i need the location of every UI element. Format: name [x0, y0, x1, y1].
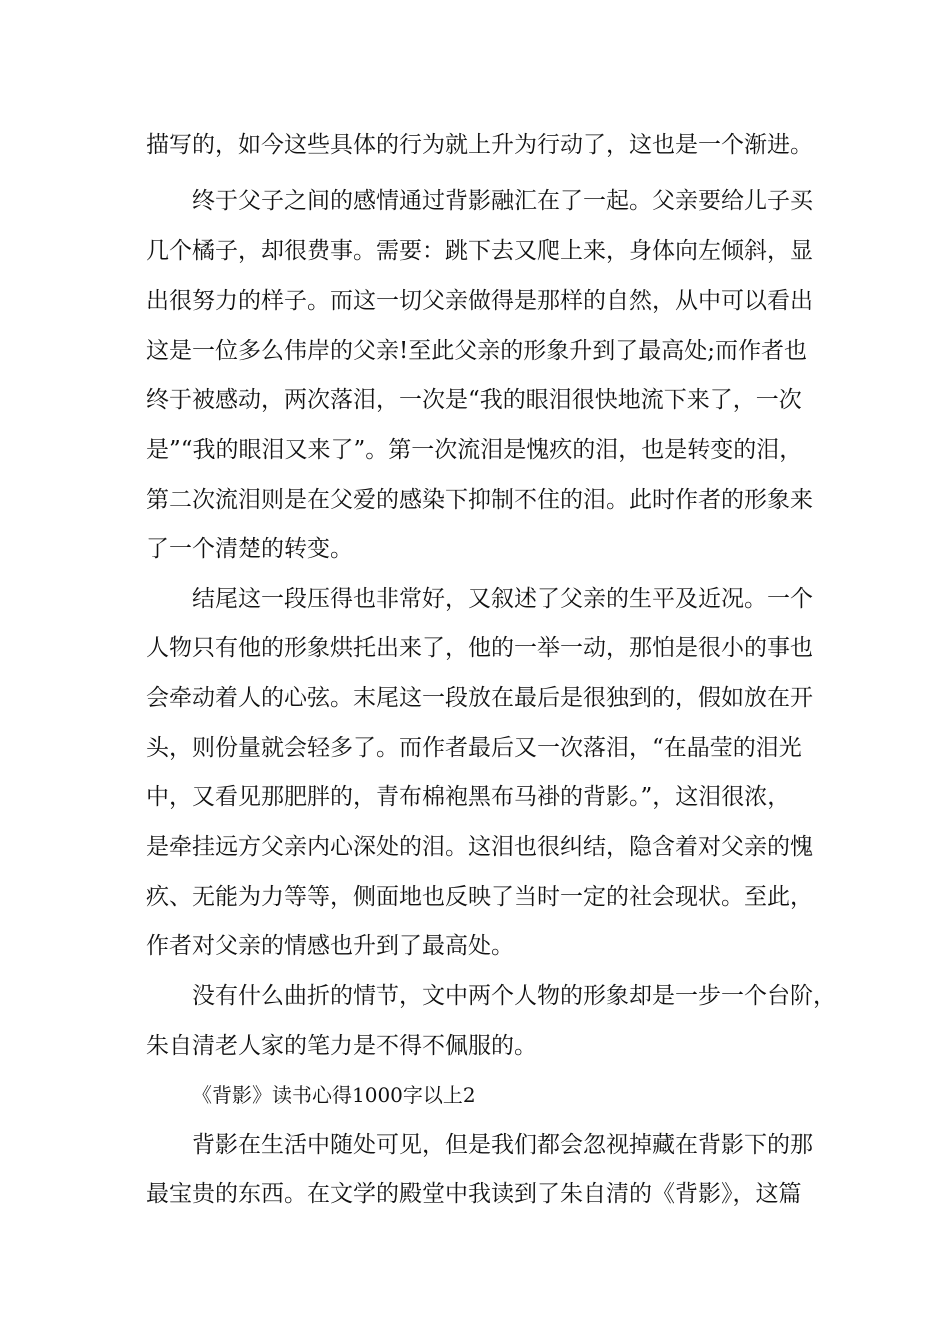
section-heading: 《背影》读书心得1000字以上2 — [192, 1083, 476, 1107]
text-line: 作者对父亲的情感也升到了最高处。 — [146, 933, 514, 959]
text-line: 终于父子之间的感情通过背影融汇在了一起。父亲要给儿子买 — [192, 188, 813, 214]
text-line: 没有什么曲折的情节，文中两个人物的形象却是一步一个台阶， — [192, 983, 836, 1009]
text-line: 头，则份量就会轻多了。而作者最后又一次落泪，“在晶莹的泪光 — [146, 735, 802, 761]
text-line: 了一个清楚的转变。 — [146, 536, 353, 562]
text-line: 描写的，如今这些具体的行为就上升为行动了，这也是一个渐进。 — [146, 132, 813, 158]
text-line: 朱自清老人家的笔力是不得不佩服的。 — [146, 1033, 537, 1059]
text-line: 会牵动着人的心弦。末尾这一段放在最后是很独到的，假如放在开 — [146, 685, 813, 711]
text-line: 背影在生活中随处可见，但是我们都会忽视掉藏在背影下的那 — [192, 1132, 813, 1158]
text-line: 中，又看见那肥胖的，青布棉袍黑布马褂的背影。”，这泪很浓， — [146, 784, 791, 810]
text-line: 第二次流泪则是在父爱的感染下抑制不住的泪。此时作者的形象来 — [146, 487, 813, 513]
text-line: 结尾这一段压得也非常好，又叙述了父亲的生平及近况。一个 — [192, 586, 813, 612]
text-line: 是牵挂远方父亲内心深处的泪。这泪也很纠结，隐含着对父亲的愧 — [146, 834, 813, 860]
text-line: 这是一位多么伟岸的父亲!至此父亲的形象升到了最高处;而作者也 — [146, 338, 807, 364]
text-line: 终于被感动，两次落泪，一次是“我的眼泪很快地流下来了，一次 — [146, 387, 802, 413]
text-line: 是”“我的眼泪又来了”。第一次流泪是愧疚的泪，也是转变的泪， — [146, 437, 803, 463]
text-line: 疚、无能为力等等，侧面地也反映了当时一定的社会现状。至此， — [146, 884, 813, 910]
text-line: 最宝贵的东西。在文学的殿堂中我读到了朱自清的《背影》，这篇 — [146, 1181, 802, 1207]
text-line: 几个橘子，却很费事。需要：跳下去又爬上来，身体向左倾斜，显 — [146, 238, 813, 264]
text-line: 人物只有他的形象烘托出来了，他的一举一动，那怕是很小的事也 — [146, 635, 813, 661]
text-line: 出很努力的样子。而这一切父亲做得是那样的自然，从中可以看出 — [146, 288, 813, 314]
